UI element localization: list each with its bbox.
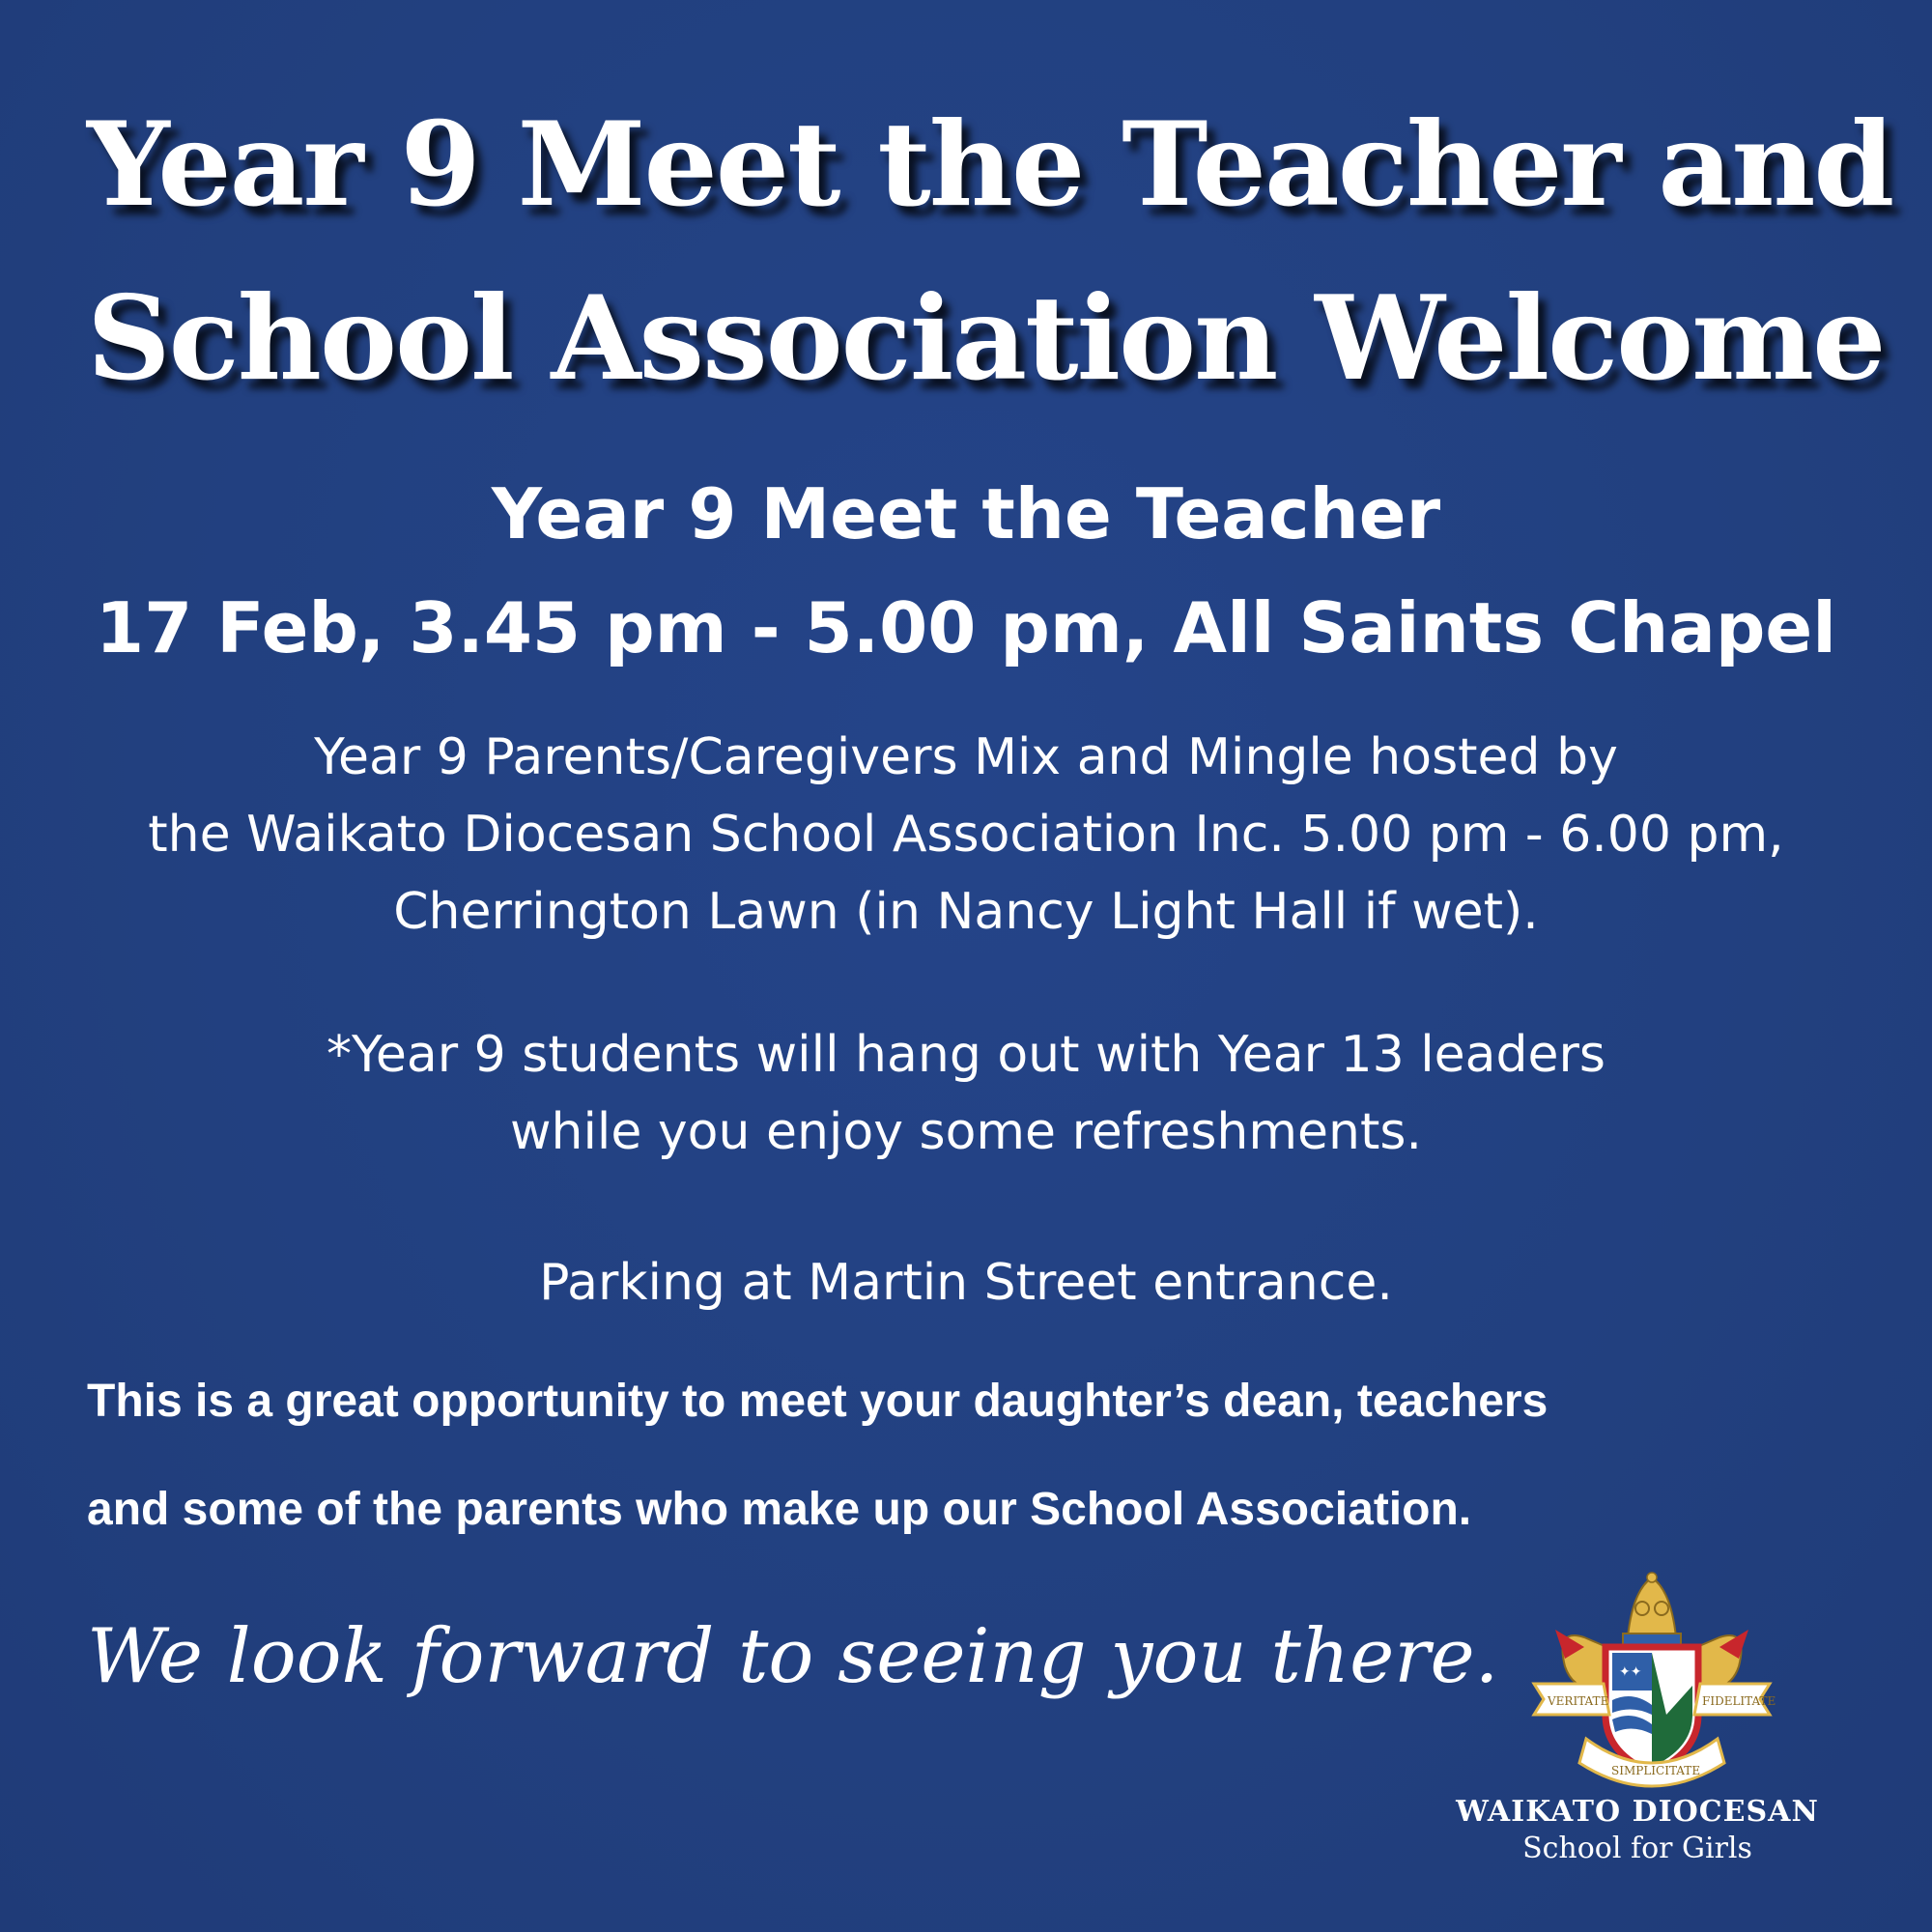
svg-text:✦✦: ✦✦ — [1619, 1664, 1642, 1680]
school-name: WAIKATO DIOCESAN — [1456, 1795, 1819, 1829]
opportunity-line-1: This is a great opportunity to meet your daughter’s dean, teachers — [87, 1376, 1548, 1427]
motto-right: FIDELITATE — [1702, 1694, 1776, 1708]
students-note — [0, 1016, 1932, 1171]
parking-note: Parking at Martin Street entrance. — [539, 1254, 1393, 1312]
school-crest-logo — [1526, 1570, 1777, 1797]
mingle-line-1: Year 9 Parents/Caregivers Mix and Mingle hosted by — [314, 728, 1618, 786]
title-line-2: School Association Welcome — [87, 270, 1885, 407]
motto-left: VERITATE — [1548, 1694, 1609, 1708]
closing-message: We look forward to seeing you there. — [87, 1613, 1499, 1700]
title-line-1: Year 9 Meet the Teacher and — [87, 97, 1893, 233]
students-note-line-2: while you enjoy some refreshments. — [510, 1103, 1422, 1161]
opportunity-line-2: and some of the parents who make up our School Association. — [87, 1484, 1472, 1535]
school-subtitle: School for Girls — [1522, 1832, 1752, 1865]
motto-bottom: SIMPLICITATE — [1611, 1764, 1701, 1777]
event-name: Year 9 Meet the Teacher — [491, 473, 1441, 554]
students-note-line-1: *Year 9 students will hang out with Year 13 leaders — [327, 1026, 1605, 1084]
mingle-line-2: the Waikato Diocesan School Association Inc. 5.00 pm - 6.00 pm, — [148, 806, 1784, 864]
event-details: 17 Feb, 3.45 pm - 5.00 pm, All Saints Chapel — [96, 587, 1836, 668]
mingle-paragraph — [0, 719, 1932, 951]
mingle-line-3: Cherrington Lawn (in Nancy Light Hall if wet). — [393, 883, 1539, 941]
